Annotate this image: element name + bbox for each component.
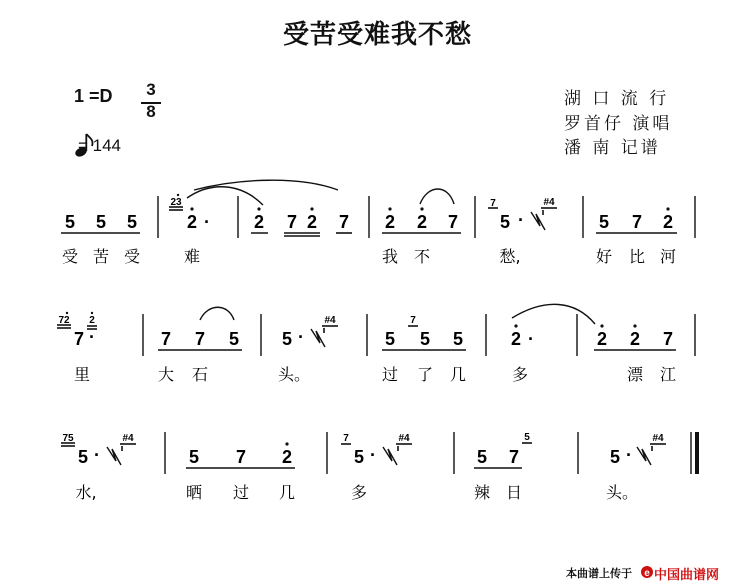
dot: · bbox=[298, 327, 304, 347]
grace-note: 5 bbox=[524, 432, 530, 443]
note: 7 bbox=[73, 329, 85, 349]
lyric: 晒 bbox=[185, 483, 203, 502]
lyric: 几 bbox=[278, 483, 296, 502]
note: 2 bbox=[662, 212, 674, 232]
note: 5 bbox=[64, 212, 76, 232]
note: 5 bbox=[609, 447, 621, 467]
grace-note: 7 bbox=[343, 433, 349, 444]
dot: · bbox=[94, 445, 100, 465]
tempo-marking: = 144 bbox=[78, 136, 122, 155]
note: 7 bbox=[447, 212, 459, 232]
lyric: 河 bbox=[659, 247, 677, 266]
note: 5 bbox=[452, 329, 464, 349]
note: 5 bbox=[95, 212, 107, 232]
lyric: 受 bbox=[61, 247, 79, 266]
lyric: 几 bbox=[449, 365, 467, 384]
final-bar-thick bbox=[695, 432, 699, 474]
note: 2 bbox=[416, 212, 428, 232]
note: 5 bbox=[384, 329, 396, 349]
lyric: 头。 bbox=[605, 483, 639, 502]
lyric: 难 bbox=[183, 247, 201, 266]
note: 5 bbox=[228, 329, 240, 349]
credit-transcriber: 潘 南 记谱 bbox=[564, 138, 661, 158]
dot: · bbox=[370, 445, 376, 465]
lyric: 苦 bbox=[92, 247, 110, 266]
lyric: 水, bbox=[75, 483, 97, 502]
grace-note: #4 bbox=[324, 315, 336, 326]
note: 2 bbox=[510, 329, 522, 349]
time-signature-bottom: 8 bbox=[146, 102, 156, 121]
note: 7 bbox=[194, 329, 206, 349]
lyric: 不 bbox=[413, 247, 431, 266]
note: 5 bbox=[353, 447, 365, 467]
grace-note: 75 bbox=[62, 433, 74, 444]
grace-note: 23 bbox=[170, 197, 182, 208]
note: 7 bbox=[662, 329, 674, 349]
note: 2 bbox=[596, 329, 608, 349]
lyric: 漂 bbox=[626, 365, 644, 384]
lyric: 大 bbox=[157, 365, 175, 384]
grace-note: #4 bbox=[122, 433, 134, 444]
dot: · bbox=[89, 327, 95, 347]
footer-upload-text: 本曲谱上传于 bbox=[566, 567, 632, 580]
lyric: 江 bbox=[659, 365, 677, 384]
credit-singer: 罗首仔 演唱 bbox=[564, 114, 673, 134]
lyric: 辣 bbox=[473, 483, 491, 502]
note: 7 bbox=[631, 212, 643, 232]
note: 7 bbox=[235, 447, 247, 467]
note: 2 bbox=[186, 212, 198, 232]
lyric: 受 bbox=[123, 247, 141, 266]
lyric: 愁, bbox=[499, 247, 521, 266]
song-title: 受苦受难我不愁 bbox=[282, 20, 472, 50]
grace-note: 7 bbox=[410, 315, 416, 326]
note: 5 bbox=[188, 447, 200, 467]
credit-origin: 湖 口 流 行 bbox=[564, 89, 670, 109]
dot: · bbox=[626, 445, 632, 465]
dot: · bbox=[528, 329, 534, 349]
time-signature-top: 3 bbox=[146, 80, 156, 99]
note: 5 bbox=[281, 329, 293, 349]
note: 2 bbox=[281, 447, 293, 467]
key-signature: 1 =D bbox=[74, 86, 113, 106]
note: 5 bbox=[77, 447, 89, 467]
note: 2 bbox=[384, 212, 396, 232]
note: 2 bbox=[629, 329, 641, 349]
svg-text:e: e bbox=[644, 568, 650, 579]
lyric: 了 bbox=[416, 365, 434, 384]
note: 5 bbox=[126, 212, 138, 232]
note: 7 bbox=[338, 212, 350, 232]
note: 2 bbox=[253, 212, 265, 232]
dot: · bbox=[204, 212, 210, 232]
note: 7 bbox=[508, 447, 520, 467]
grace-note: 7 bbox=[490, 198, 496, 209]
lyric: 过 bbox=[232, 483, 250, 502]
staff-line-3 bbox=[61, 432, 699, 502]
note: 5 bbox=[419, 329, 431, 349]
grace-note: 2 bbox=[89, 315, 95, 326]
lyric: 多 bbox=[511, 365, 529, 384]
lyric: 头。 bbox=[277, 365, 311, 384]
lyric: 里 bbox=[73, 365, 91, 384]
lyric: 比 bbox=[628, 247, 646, 266]
note: 5 bbox=[476, 447, 488, 467]
staff-line-1 bbox=[61, 180, 695, 266]
lyric: 我 bbox=[381, 247, 399, 266]
note: 5 bbox=[598, 212, 610, 232]
lyric: 日 bbox=[505, 483, 523, 502]
site-name-link[interactable]: 中国曲谱网 bbox=[654, 568, 720, 583]
site-logo-icon bbox=[640, 565, 654, 579]
staff-line-2 bbox=[57, 304, 695, 384]
dot: · bbox=[518, 210, 524, 230]
grace-note: #4 bbox=[543, 197, 555, 208]
note: 7 bbox=[286, 212, 298, 232]
grace-note: #4 bbox=[652, 433, 664, 444]
note: 7 bbox=[160, 329, 172, 349]
lyric: 过 bbox=[381, 365, 399, 384]
lyric: 好 bbox=[595, 247, 613, 266]
note: 2 bbox=[306, 212, 318, 232]
grace-note: #4 bbox=[398, 433, 410, 444]
grace-note: 72 bbox=[58, 315, 70, 326]
lyric: 石 bbox=[191, 365, 209, 384]
note: 5 bbox=[499, 212, 511, 232]
lyric: 多 bbox=[350, 483, 368, 502]
